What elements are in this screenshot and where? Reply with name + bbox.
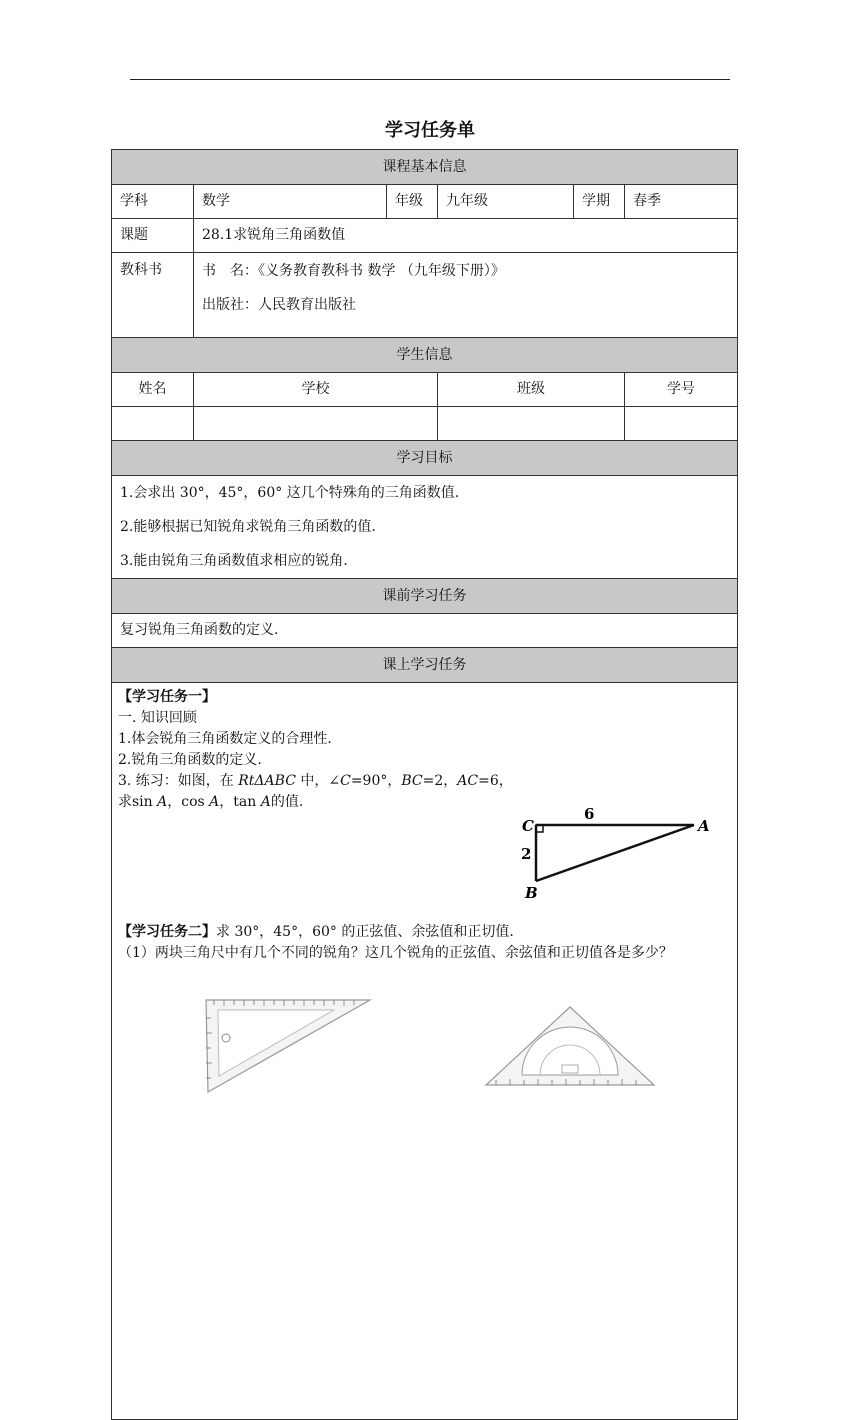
class-header: 班级 — [438, 373, 625, 407]
book-name: 书 名：《义务教育教科书 数学 （九年级下册）》 — [202, 263, 505, 279]
task1-item2: 2.锐角三角函数的定义. — [118, 752, 262, 768]
publisher: 出版社：人民教育出版社 — [202, 297, 356, 313]
school-header: 学校 — [194, 373, 438, 407]
task1-question-2: 求sin A，cos A，tan A的值. — [118, 794, 304, 810]
topic-label: 课题 — [112, 219, 194, 253]
topic-value: 28.1求锐角三角函数值 — [194, 219, 738, 253]
task1-review: 一. 知识回顾 — [118, 710, 197, 726]
task1-item1: 1.体会锐角三角函数定义的合理性. — [118, 731, 332, 747]
id-header: 学号 — [625, 373, 738, 407]
grade-value: 九年级 — [438, 185, 574, 219]
vertex-b-label: B — [525, 884, 538, 901]
section-course-info: 课程基本信息 — [112, 150, 738, 185]
task1-heading: 【学习任务一】 — [118, 689, 216, 705]
vertex-a-label: A — [698, 817, 710, 835]
goal-item: 3.能由锐角三角函数值求相应的锐角. — [120, 553, 348, 569]
goals-list — [112, 476, 738, 579]
pre-task-text: 复习锐角三角函数的定义. — [112, 614, 738, 648]
grade-label: 年级 — [387, 185, 438, 219]
section-class-task: 课上学习任务 — [112, 648, 738, 683]
right-triangle-figure — [516, 801, 726, 901]
side-bc-label: 2 — [521, 845, 532, 863]
task-sheet-table — [111, 149, 738, 1420]
section-pre-task: 课前学习任务 — [112, 579, 738, 614]
school-field[interactable] — [194, 407, 438, 441]
task1-question: 3. 练习：如图，在 RtΔABC 中，∠C=90°，BC=2，AC=6， — [118, 773, 513, 789]
page-title: 学习任务单 — [385, 120, 475, 141]
class-task-content — [112, 683, 738, 1420]
side-ac-label: 6 — [584, 805, 595, 823]
term-value: 春季 — [625, 185, 738, 219]
term-label: 学期 — [574, 185, 625, 219]
section-student-info: 学生信息 — [112, 338, 738, 373]
textbook-label: 教科书 — [112, 253, 194, 338]
set-square-30-60-image — [204, 998, 374, 1094]
subject-value: 数学 — [194, 185, 387, 219]
goal-item: 1.会求出 30°，45°，60° 这几个特殊角的三角函数值. — [120, 485, 460, 501]
task2-line: 【学习任务二】求 30°，45°，60° 的正弦值、余弦值和正切值. — [118, 924, 514, 940]
vertex-c-label: C — [522, 817, 534, 835]
textbook-info — [194, 253, 738, 338]
set-square-45-protractor-image — [482, 1003, 658, 1089]
name-field[interactable] — [112, 407, 194, 441]
class-field[interactable] — [438, 407, 625, 441]
goal-item: 2.能够根据已知锐角求锐角三角函数的值. — [120, 519, 376, 535]
section-goals: 学习目标 — [112, 441, 738, 476]
header-rule — [130, 79, 730, 80]
subject-label: 学科 — [112, 185, 194, 219]
task2-question: （1）两块三角尺中有几个不同的锐角？这几个锐角的正弦值、余弦值和正切值各是多少？ — [118, 945, 673, 961]
name-header: 姓名 — [112, 373, 194, 407]
id-field[interactable] — [625, 407, 738, 441]
